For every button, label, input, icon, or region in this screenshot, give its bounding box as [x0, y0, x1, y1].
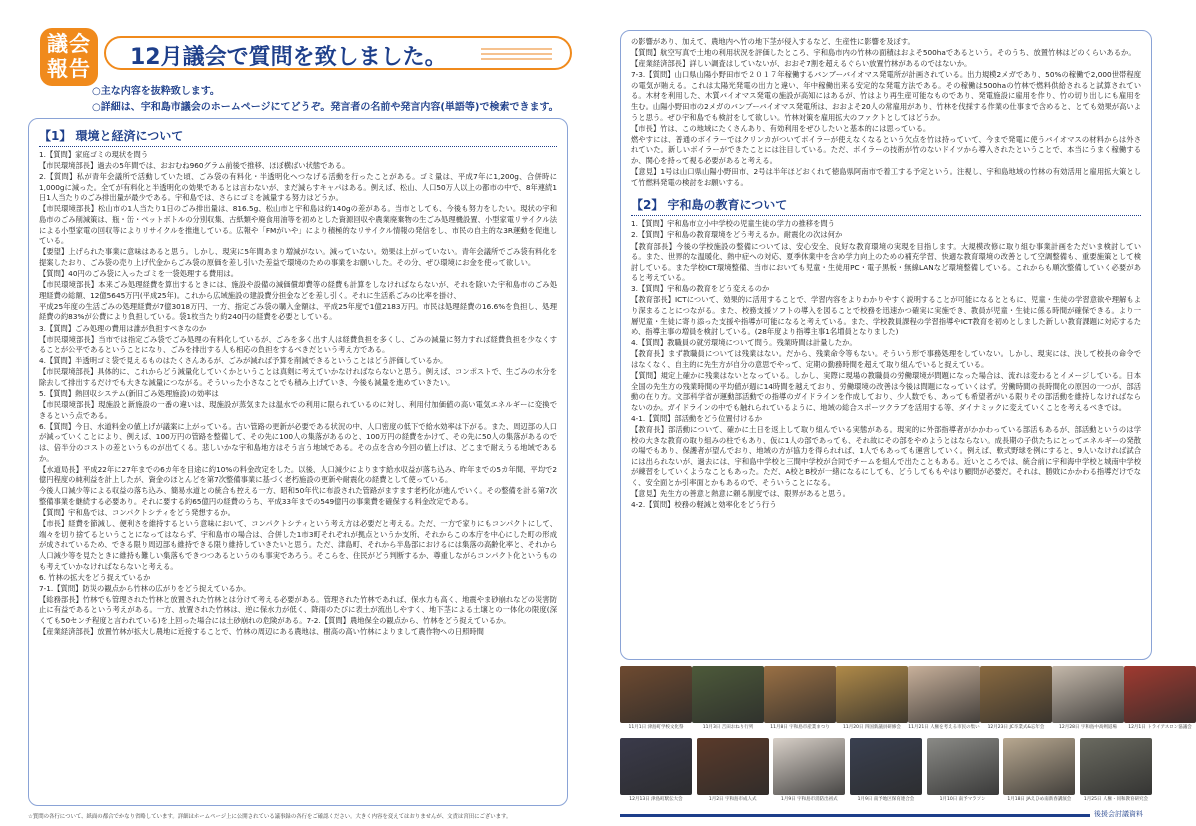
section-heading-environment: 【1】 環境と経済について: [39, 127, 557, 147]
event-photo: [850, 738, 922, 795]
photo-caption: 12月13日 津島町駅伝大会: [629, 797, 683, 802]
photo-item: [620, 738, 692, 806]
photo-caption: 12月1日 トライアスロン協議会: [1128, 725, 1192, 730]
badge-line-2: 報告: [47, 57, 91, 81]
photo-item: [908, 666, 980, 734]
paragraph: 7-3.【質問】山口県山陽小野田市で２０１７年稼働するバンブーバイオマス発電所が計画されている。出力規模2メガであり、50%の稼働で2,000世帯程度の電気が賄える。これは太陽光発電の出力と違い、年中稼働出来る安定的な発電方法である。その稼働は500haの竹林で燃料供給されると試算されている。木材を利用した、木質バイオマス発電の施設が高知にはあるが、竹はより再生産可能なものであり、発電施設に雇用を作り、竹の切り出しにも雇用を生む。山陽小野田市の2メガのバンブーバイオマス発電所は、おおよそ20人の常雇用があり、竹林を伐採する作業の仕事まで含めると、とても効果が高いようと思う。ぜひ宇和島でも検討をして欲しい。竹林対策を雇用拡大のファクトとしてはどうか。: [631, 70, 1141, 122]
event-photo: [836, 666, 908, 723]
paragraph: 5.【質問】熱回収システム(新旧ごみ処理施設)の効率は: [39, 389, 219, 399]
paragraph: 【市長】竹は、この地域にたくさんあり、有効利用をぜひしたいと基本的には思っている。: [631, 123, 931, 133]
gikai-houkoku-badge: [40, 28, 98, 86]
paragraph: 4-1.【質問】部活動をどう位置付けるか: [631, 414, 762, 423]
paragraph: 7-1.【質問】防災の観点から竹林の広がりをどう捉えているか。: [39, 583, 251, 593]
paragraph: 平成25年度の生活ごみの処理経費が7億3018万円、一方、指定ごみ袋の購入金額は、平成25年度で1億2183万円。市民は処理経費の16.6%を負担し、処理経費の約83%が公費により負担している。袋1枚当たり約240円の経費を必要としている。: [39, 301, 557, 322]
photo-caption: 12月28日 宇和島中高剣道場: [1059, 725, 1117, 730]
badge-line-1: 議会: [47, 32, 91, 56]
paragraph: 4-2.【質問】校務の軽減と効率化をどう行う: [631, 500, 777, 510]
paragraph: 【市民環境部長】現施設と新施設の一番の違いは、現施設が蒸気または温水での利用に限られているのに対し、利用付加価値の高い電気エネルギーに変換できるという点である。: [39, 400, 557, 420]
paragraph: 【教育部長】ICTについて、効果的に活用することで、学習内容をよりわかりやすく説明することが可能になるとともに、児童・生徒の学習意欲や理解もより深まることにつながる。また、校務支援ソフトの導入を図ることで校務を迅速かつ確実に実施でき、教員が児童・生徒に係る時間が確保できる。より一層児童・生徒に寄り添った支援や指導が可能になると考えている。また、学校教員課程の学習指導やICT教育を初めとしました新しい教育課題に対応するため、指導主事の増員を検討している。(28年度より指導主事1名増員となりました): [631, 295, 1141, 337]
paragraph: 【教育部長】今後の学校施設の整備については、安心安全、良好な教育環境の実現を目指します。大規模改修に取り組む事業計画をただいま検討している。また、世界的な温暖化、熱中症への対応、夏季休業中を含め学力向上のための補充学習、快適な教育環境の改善として空調整備も、重要施策として検討している。また学校ICT環境整備、当市においても児童・生徒用PC・電子黒板・無線LANなど環境整備している。これからも順次整備していく必要があると考えている。: [631, 241, 1141, 283]
photo-caption: 12月23日 JC卒業式&忘年会: [987, 725, 1045, 730]
paragraph: 【産業経済部長】詳しい調査はしていないが、おおそ7割を超えるぐらい放置竹林があるのではないか。: [631, 59, 972, 69]
photo-caption: 1月25日 人権・同和教育研究会: [1083, 797, 1148, 802]
photo-row: [620, 666, 1192, 734]
photo-item: [836, 666, 908, 734]
photo-caption: 1月18日 JAえひめ南新春講演会: [1007, 797, 1072, 802]
paragraph: 【水道局長】平成22年に27年までの6カ年を目途に約10%の料金改定をした。以後、人口減少によります給水収益が落ち込み、昨年までの5カ年間、平均で2億円程度の純利益を計上したが、資金のほとんどを第7次整備事業に基づく老朽施設の更新や耐震化の経費として使っている。: [39, 464, 557, 485]
paragraph: 【教育長】まず教職員については残業はない。だから、残業命令等もない。そういう形で事務処理をしていない。しかし、現実には、決して校長の命令ではなくなく、自主的に先生方が自分の意思でやって、定期の勤務時間を超えて取り組んでいると捉えている。: [631, 349, 1141, 370]
photo-item: [1003, 738, 1075, 806]
paragraph: 【教育長】部活動について、確かに土日を返上して取り組んでいる実態がある。現実的に外部指導者がかかわっている部活もあるが、部活動というのは学校の大きな教育の取り組みの柱でもあり、仮に1人の部であっても、それ故にその部をやめようとはならない。成長期の子供たちにとってエネルギーの発散の場でもあり、保護者が望んでおり、地域の方が協力を得られれば、1人でもあっても運営していく。例えば、軟式野球を例にすると、9人いなければ試合には出られないが、過去には、宇和島中学校と三間中学校が合同でチームを組んで出たこともある。近いところでは、統合前に宇和海中学校と城南中学校が練習をしていくようなこともあった。ただ、A校とB校が一緒になるにしても、どうしてももやはり顧問が必要だ。それは、勝敗にかかわる指導だけでなく、安全面とか引率面とかもあるので、そういうことになる。: [631, 425, 1141, 488]
section-heading-education: 【2】 宇和島の教育について: [631, 196, 1141, 216]
event-photo: [980, 666, 1052, 723]
paragraph: 【市民環境部長】松山市の1人当たり1日のごみ排出量は、816.5g、松山市と宇和島は約140gの差がある。当市としても、今後も努力をしたい。現状の宇和島市のごみ削減策は、瓶・缶・ペットボトルの分別収集、古紙類や廃食用油等を初めとした資源回収や農業廃棄物の生ごみ処理機設置、小型家電リサイクル法による小型家電の回収等によりリサイクルを推進している。広報や「FMがいや」により積極的なリサイクル情報の発信をし、市民の自主的な3R運動を促進している。: [39, 204, 557, 246]
photo-item: [1124, 666, 1196, 734]
event-photo: [1124, 666, 1196, 723]
paragraph: 3.【質問】宇和島の教育をどう変えるのか: [631, 284, 770, 294]
photo-caption: 1月2日 宇和島市成人式: [708, 797, 757, 802]
photo-caption: 11月8日 宇和島市産業まつり: [770, 725, 830, 730]
paragraph: の影響があり、加えて、農地内へ竹の地下茎が侵入するなど、生産性に影響を及ぼす。: [631, 37, 915, 46]
panel-content: [631, 37, 1141, 653]
paragraph: 2.【質問】私が青年会議所で活動していた頃、ごみ袋の有料化・半透明化へつなげる活動を行ったことがある。ゴミ量は、平成7年に1,200g、合併時に1,000gに減った。全てが有料化と半透明化の効果であるとは言わないが、まだ減らすキャパはある。例えば、松山、人口50万人以上の都市の中で、8年連続1日1人当たりのごみ排出量が最少である。宇和島では、さらにゴミを減量する努力はどうか。: [39, 172, 557, 203]
event-photo: [764, 666, 836, 723]
event-photo: [908, 666, 980, 723]
paragraph: 3.【質問】ごみ処理の費用は誰が負担すべきなのか: [39, 323, 207, 333]
environment-economy-panel: [28, 118, 568, 806]
footer-label: 後援会討議資料: [1094, 810, 1143, 818]
photo-item: [764, 666, 836, 734]
photo-caption: 1月9日 南予地区保育連合会: [857, 797, 915, 802]
activity-photos: [620, 666, 1192, 806]
event-photo: [697, 738, 769, 795]
footer-note: ☆質問の各行について、紙面の都合でかなり省略しています。詳細はホームページ上に公開されている議事録の各行をご確認ください。大きく内容を変えてはおりませんが、文責は宮田にございます。: [28, 814, 512, 820]
photo-item: [620, 666, 692, 734]
paragraph: 【質問】宇和島では、コンパクトシティをどう発想するか。: [39, 508, 235, 518]
paragraph: 6.【質問】今日、水道料金の値上げが議案に上がっている。古い管路の更新が必要である状況の中、人口密度の低下で給水効率は下がる。また、周辺部の人口が減っていくことにより、例えば、100万円の管路を整備して、その先に100人の集落があるのと、100万円の経費をかけて、その先に50人の集落があるのでは、倍半分のコストの差というものが出てくる。悲しいかな宇和島地方はそう言う地域である。その点を含め今回の値上げは、どこまで耐えうる地域であるか。: [39, 421, 557, 463]
photo-item: [980, 666, 1052, 734]
event-photo: [620, 666, 692, 723]
photo-caption: 11月1日 津島町学校文化祭: [628, 725, 684, 730]
photo-caption: 11月20日 四国新議員研修会: [843, 725, 901, 730]
paragraph: 【市民環境部長】過去の5年間では、おおむね960グラム前後で推移、ほぼ横ばい状態である。: [39, 161, 350, 171]
photo-caption: 1月10日 南予マラソン: [939, 797, 986, 802]
photo-item: [1052, 666, 1124, 734]
education-panel: [620, 30, 1152, 660]
paragraph: 【市民環境部長】具体的に、これからどう減量化していくかということは真剣に考えていかなければならないと思う。例えば、コンポストで、生ごみの水分を除去して排出するだけでも大きな減量につながる。そういった小さなことでも積み上げていき、今後も減量を進めていきたい。: [39, 367, 557, 387]
paragraph: 2.【質問】宇和島の教育環境をどう考えるか。耐震化の次は何か: [631, 230, 843, 240]
paragraph: 燃やすには、普通のボイラーではクリンカがついてボイラーが使えなくなるという欠点を竹は持っていて、今まで発電に使うバイオマスの材料からは外されていた。新しいボイラーができたことには注目している。ただ、ボイラーの技術が竹のないドイツから導入されたということで、本当にうまく稼働するか、関心を持って視る必要があると考える。: [631, 134, 1141, 166]
photo-item: [927, 738, 999, 806]
event-photo: [1080, 738, 1152, 795]
paragraph: 【意見】1号は山口県山陽小野田市、2号は半年ほどおくれて徳島県阿南市で着工する予定という。注視し、宇和島地域の竹林の有効活用と雇用拡大策として竹燃料発電の検討をお願いする。: [631, 167, 1141, 187]
paragraph: 【総務部長】竹林でも管理された竹林と放置された竹林とは分けて考える必要がある。管理された竹林であれば、保水力も高く、地震やま砂崩れなどの災害防止に有益であるという考えがある。一方、放置された竹林は、逆に保水力が低く、降雨のたびに表土が流出しやすく、地下茎による土壌との一体化の限度(深くても50センチ程度と言われている)を上回った場合には土砂崩れの危険がある。7-2.【質問】農地保全の観点から、竹林をどう捉えているか。: [39, 594, 557, 626]
note-line: ○詳細は、宇和島市議会のホームページにてどうぞ。発言者の名前や発言内容(単語等)で検索できます。: [92, 102, 559, 113]
paragraph: 今後人口減少等による収益の落ち込み、簡易水道との統合も控える一方、昭和50年代に布設された管路がますます老朽化が進んでいく。その整備を計る第7次整備事業を継続する必要あり。それに要する約65億円の経費のうち、平成33年までの549億円の事業費を確保する料金改定である。: [39, 486, 557, 506]
paragraph: 【市長】経費を節減し、便利さを維持するという意味において、コンパクトシティという考え方は必要だと考える。ただ、一方で家りにもコンパクトにして、端々を切り捨てるということになってはならず、宇和島市の場合は、合併した1市3町それぞれが拠点というか支所、それからこの本庁を中心にした町の形成が成されているため、できる限り周辺部も維持できる限り維持していきたいと思う。ただ、津島町、それから半島部におけるには集落の高齢化率と、それから人口減少等を見たときに維持も難しい集落もできつつあるというのも事実であろう。そこらを、住民がどう判断するか、尊重しながらコンパクト化というものも考えていかなければならないと考える。: [39, 519, 557, 571]
event-photo: [1052, 666, 1124, 723]
photo-item: [773, 738, 845, 806]
photo-item: [850, 738, 922, 806]
photo-item: [1080, 738, 1152, 806]
paragraph: 4.【質問】教職員の就労環境について問う。残業時間は計量したか。: [631, 338, 857, 348]
title-bar: [104, 36, 572, 70]
event-photo: [773, 738, 845, 795]
photo-row: [620, 738, 1152, 806]
paragraph-list: [631, 37, 1141, 188]
paragraph: 【質問】航空写真で土地の利用状況を評価したところ、宇和島市内の竹林の面積はおよそ500haであるという。そのうち、放置竹林はどのくらいあるか。: [631, 48, 1136, 58]
photo-caption: 11月21日 人権を考える市民の集い: [908, 725, 980, 730]
paragraph: 【市民環境部長】本来ごみ処理経費を算出するときには、施設や設備の減価償却費等の経費も計算をしなければならないが、それを除いた宇和島市のごみ処理経費の総額、12億5645万円(平成25年)。これから広域施設の建設費分担金などを差し引く。それに生活系ごみの比率を掛け、: [39, 280, 557, 300]
summary-notes: [92, 84, 559, 116]
paragraph: 【産業経済部長】放置竹林が拡大し農地に近接することで、竹林の周辺にある農地は、樹高の高い竹林によりまして農作物への日照時間: [39, 627, 484, 637]
paragraph: 【要望】上げられた事業に意味はあると思う。しかし、現実に5年間あまり増減がない。減っていない。効果は上がっていない。青年会議所でごみ袋有料化を提案したおり、ごみ袋の売り上げ代金からごみ袋の原価を差し引いた差益で環境のための事業をお願いした。その分、ぜひ環境にお金を使って欲しい。: [39, 247, 557, 267]
paragraph: 【意見】先生方の善意と熱意に頼る制度では、限界があると思う。: [631, 489, 850, 499]
photo-caption: 1月9日 宇和島市消防出初式: [780, 797, 838, 802]
event-photo: [1003, 738, 1075, 795]
paragraph: 6. 竹林の拡大をどう捉えているか: [39, 572, 151, 582]
paragraph: 【質問】40円のごみ袋に入ったゴミを一袋処理する費用は。: [39, 269, 239, 279]
paragraph: 4.【質問】半透明ゴミ袋で見えるものはたくさんあるが、ごみが減れば予算を削減できるということはどう評価しているか。: [39, 356, 448, 366]
paragraph-list: [631, 219, 1141, 511]
paragraph: 【市民環境部長】当市では指定ごみ袋でごみ処理の有料化しているが、ごみを多く出す人は経費負担を多くし、ごみの減量に努力すれば経費負担を少なくすることが公平であるということになり、ごみを排出する人も相応の負担をするべきだという考え方である。: [39, 334, 557, 355]
paragraph: 1.【質問】家庭ゴミの現状を問う: [39, 150, 149, 159]
paragraph-list: [39, 150, 557, 638]
photo-item: [697, 738, 769, 806]
paragraph: 1.【質問】宇和島市立小中学校の児童生徒の学力の推移を問う: [631, 219, 835, 229]
event-photo: [620, 738, 692, 795]
note-line: ○主な内容を抜粋致します。: [92, 86, 220, 97]
event-photo: [692, 666, 764, 723]
page-title: 12月議会で質問を致しました。: [130, 45, 447, 70]
event-photo: [927, 738, 999, 795]
photo-item: [692, 666, 764, 734]
panel-content: [39, 127, 557, 799]
footer-divider: [620, 814, 1090, 817]
paragraph: 【質問】規定上確かに残業はないとなっている。しかし、実際に現場の教職員の労働環境が問題になった場合は、流れは変わるとイメージしている。日本全国の先生方の残業時間の平均値が週に14時間を越えており、労働環境の改善は今後は問題になっていくはず。労働時間の長時間化の原因の一つが、部活動の在り方。文部科学省が運動部活動での指導のガイドラインを作成しており、少人数でも、あっても希望者がいる限りその部活動を維持しなければならないのか。ガイドラインの中でも触れられているように、地域の総合スポーツクラブを活用する等、ダイナミックに変えていくことを考えるべきでは。: [631, 371, 1141, 412]
photo-caption: 11月3日 吉田おねり行列: [702, 725, 754, 730]
title-decoration: [481, 48, 552, 60]
